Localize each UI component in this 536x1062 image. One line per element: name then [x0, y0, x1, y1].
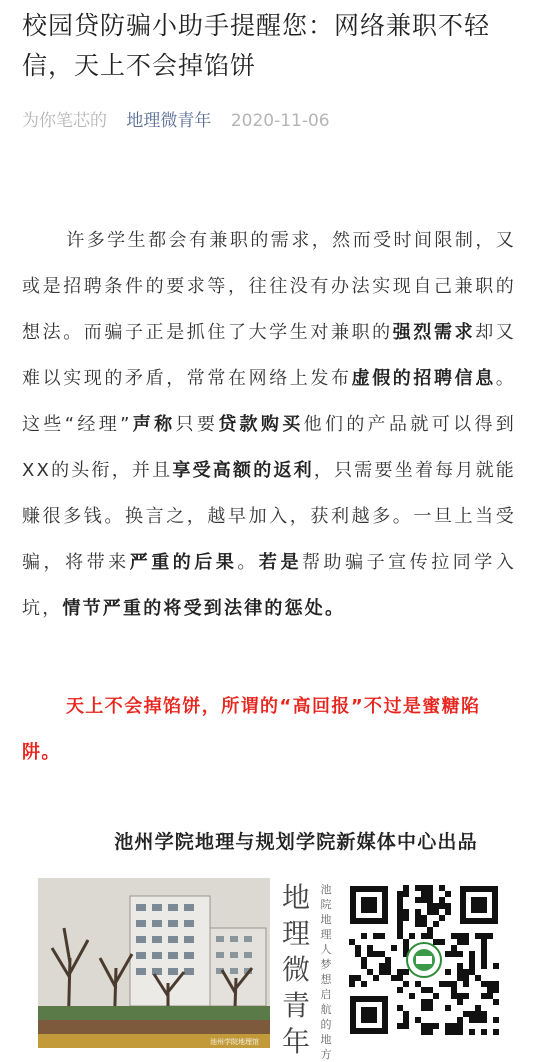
qr-module — [361, 957, 367, 963]
brand-char: 年 — [281, 1025, 310, 1058]
slogan-vertical-text — [318, 882, 334, 1062]
qr-module — [457, 933, 463, 939]
qr-module — [397, 1023, 403, 1029]
qr-module — [445, 981, 451, 987]
qr-module — [469, 963, 475, 969]
qr-module — [475, 1005, 481, 1011]
qr-module — [403, 981, 409, 987]
qr-module — [385, 957, 391, 963]
slogan-char: 人 — [320, 943, 332, 956]
qr-module — [433, 903, 439, 909]
qr-module — [487, 993, 493, 999]
qr-module — [367, 969, 373, 975]
body-text: 只要 — [175, 414, 219, 435]
qr-module — [421, 1005, 427, 1011]
qr-module — [421, 885, 427, 891]
qr-module — [475, 1011, 481, 1017]
qr-module — [421, 999, 427, 1005]
qr-module — [457, 951, 463, 957]
slogan-char: 梦 — [320, 958, 332, 971]
qr-module — [445, 1023, 451, 1029]
qr-module — [481, 1017, 487, 1023]
qr-module — [439, 897, 445, 903]
qr-module — [403, 909, 409, 915]
slogan-char: 的 — [320, 1018, 332, 1031]
qr-module — [415, 981, 421, 987]
article-body-paragraph — [22, 218, 516, 632]
qr-module — [451, 993, 457, 999]
bold-text: 贷款购买 — [218, 414, 304, 435]
qr-module — [403, 885, 409, 891]
qr-module — [397, 969, 403, 975]
qr-module — [427, 885, 433, 891]
qr-module — [415, 885, 421, 891]
author-name: 为你笔芯的 — [22, 111, 107, 131]
qr-module — [493, 999, 499, 1005]
qr-module — [475, 975, 481, 981]
qr-module — [493, 1029, 499, 1035]
qr-module — [445, 1029, 451, 1035]
qr-module — [415, 921, 421, 927]
qr-module — [427, 1029, 433, 1035]
qr-module — [481, 951, 487, 957]
qr-module — [463, 975, 469, 981]
qr-module — [421, 1023, 427, 1029]
qr-module — [469, 1029, 475, 1035]
qr-module — [421, 891, 427, 897]
qr-module — [421, 915, 427, 921]
photo-caption: 池州学院地理馆 — [210, 1039, 259, 1046]
qr-module — [403, 1023, 409, 1029]
qr-module — [493, 987, 499, 993]
qr-module — [481, 933, 487, 939]
qr-module — [445, 969, 451, 975]
slogan-char: 启 — [320, 988, 332, 1001]
bold-text: 情节严重的将受到法律的惩处。 — [62, 598, 346, 619]
slogan-char: 想 — [320, 973, 332, 986]
qr-module — [421, 897, 427, 903]
qr-module — [457, 939, 463, 945]
qr-module — [397, 927, 403, 933]
qr-module — [361, 933, 367, 939]
qr-module — [421, 987, 427, 993]
account-banner — [38, 878, 514, 1061]
qr-module — [433, 921, 439, 927]
qr-module — [403, 969, 409, 975]
bold-text: 严重的后果 — [129, 552, 238, 573]
qr-module — [439, 915, 445, 921]
qr-module — [445, 909, 451, 915]
qr-module — [457, 999, 463, 1005]
qr-module — [481, 939, 487, 945]
qr-module — [463, 1011, 469, 1017]
bold-text: 强烈需求 — [392, 322, 476, 343]
footer-credit: 池州学院地理与规划学院新媒体中心出品 — [114, 831, 478, 853]
qr-module — [487, 933, 493, 939]
qr-module — [445, 903, 451, 909]
qr-module — [469, 1011, 475, 1017]
slogan-char: 地 — [320, 1033, 332, 1046]
qr-module — [469, 1017, 475, 1023]
qr-module — [415, 1017, 421, 1023]
qr-module — [403, 1017, 409, 1023]
qr-module — [481, 1011, 487, 1017]
brand-char: 理 — [281, 917, 310, 950]
qr-module — [385, 969, 391, 975]
brand-char: 微 — [281, 953, 310, 986]
brand-char: 地 — [281, 881, 310, 914]
qr-module — [433, 939, 439, 945]
article-title: 校园贷防骗小助手提醒您：网络兼职不轻信，天上不会掉馅饼 — [22, 11, 491, 80]
campus-photo — [38, 878, 270, 1048]
qr-module — [439, 981, 445, 987]
qr-module — [403, 891, 409, 897]
qr-module — [457, 975, 463, 981]
qr-module — [469, 969, 475, 975]
qr-module — [373, 951, 379, 957]
qr-module — [457, 993, 463, 999]
qr-module — [463, 933, 469, 939]
qr-module — [403, 1011, 409, 1017]
qr-module — [373, 975, 379, 981]
qr-module — [379, 969, 385, 975]
qr-module — [397, 897, 403, 903]
body-text: 他们的产品就可以得到XX的头衔，并且 — [22, 414, 516, 481]
qr-module — [445, 1005, 451, 1011]
qr-module — [433, 993, 439, 999]
qr-module — [421, 921, 427, 927]
qr-module — [415, 897, 421, 903]
qr-module — [457, 1017, 463, 1023]
qr-module — [397, 915, 403, 921]
qr-module — [457, 1029, 463, 1035]
qr-module — [391, 945, 397, 951]
qr-module — [409, 993, 415, 999]
qr-module — [427, 987, 433, 993]
account-link[interactable]: 地理微青年 — [126, 111, 212, 131]
qr-module — [361, 963, 367, 969]
slogan-char: 地 — [320, 913, 332, 926]
qr-module — [367, 945, 373, 951]
qr-module — [469, 957, 475, 963]
publish-date: 2020-11-06 — [230, 111, 330, 131]
qr-module — [427, 933, 433, 939]
qr-module — [427, 927, 433, 933]
qr-module — [427, 909, 433, 915]
qr-module — [397, 891, 403, 897]
qr-module — [427, 1005, 433, 1011]
body-text: ，只需要坐着每月就能赚很多钱。换言之，越早加入，获利越多。一旦上当受骗，将带来 — [22, 460, 517, 573]
body-text: 却又难以实现的矛盾，常常在网络上发布 — [22, 322, 516, 389]
qr-module — [469, 951, 475, 957]
qr-module — [397, 1005, 403, 1011]
qr-module — [397, 975, 403, 981]
qr-module — [457, 963, 463, 969]
qr-module — [379, 963, 385, 969]
qr-module — [415, 909, 421, 915]
qr-module — [481, 957, 487, 963]
qr-module — [451, 981, 457, 987]
bold-text: 享受高额的返利 — [172, 460, 314, 481]
body-text: 。 — [237, 552, 259, 573]
qr-module — [481, 981, 487, 987]
qr-module — [403, 939, 409, 945]
qr-module — [427, 897, 433, 903]
bold-text: 虚假的招聘信息 — [351, 368, 496, 389]
qr-module — [481, 993, 487, 999]
qr-module — [397, 903, 403, 909]
qr-module — [451, 1023, 457, 1029]
qr-module — [439, 903, 445, 909]
brand-char: 青 — [281, 989, 310, 1022]
qr-code-graphic — [346, 882, 502, 1038]
qr-module — [457, 969, 463, 975]
qr-module — [475, 933, 481, 939]
qr-module — [451, 951, 457, 957]
qr-module — [463, 981, 469, 987]
qr-module — [457, 1023, 463, 1029]
qr-module — [427, 999, 433, 1005]
warning-text: 天上不会掉馅饼，所谓的“高回报”不过是蜜糖陷阱。 — [22, 696, 481, 763]
slogan-char: 理 — [320, 928, 332, 941]
qr-module — [451, 1029, 457, 1035]
qr-module — [355, 951, 361, 957]
qr-module — [475, 1017, 481, 1023]
slogan-char: 池 — [320, 883, 332, 896]
slogan-char: 方 — [320, 1048, 332, 1061]
qr-module — [397, 987, 403, 993]
qr-module — [493, 1017, 499, 1023]
qr-module — [349, 981, 355, 987]
qr-module — [403, 915, 409, 921]
qr-module — [421, 1029, 427, 1035]
qr-module — [433, 909, 439, 915]
qr-module — [481, 945, 487, 951]
qr-module — [439, 885, 445, 891]
brand-vertical-text — [278, 880, 314, 1060]
qr-module — [373, 933, 379, 939]
article-meta — [22, 108, 330, 134]
qr-module — [385, 963, 391, 969]
qr-module — [409, 933, 415, 939]
qr-module — [349, 975, 355, 981]
qr-module — [391, 975, 397, 981]
qr-module — [481, 963, 487, 969]
qr-module — [427, 891, 433, 897]
qr-module — [397, 909, 403, 915]
qr-module — [421, 933, 427, 939]
qr-module — [379, 933, 385, 939]
campus-illustration — [38, 878, 270, 1048]
bold-text: 声称 — [131, 414, 176, 435]
qr-module — [451, 933, 457, 939]
qr-module — [361, 981, 367, 987]
qr-module — [427, 903, 433, 909]
qr-module — [493, 963, 499, 969]
qr-code[interactable] — [346, 882, 502, 1038]
qr-module — [451, 945, 457, 951]
qr-module — [367, 951, 373, 957]
slogan-char: 航 — [320, 1003, 332, 1016]
body-text: 。这些“经理” — [22, 368, 516, 435]
qr-module — [439, 939, 445, 945]
qr-module — [415, 915, 421, 921]
qr-module — [445, 951, 451, 957]
slogan-char: 院 — [320, 898, 332, 911]
qr-module — [463, 993, 469, 999]
body-text: 帮助骗子宣传拉同学入坑， — [22, 552, 517, 619]
qr-module — [493, 981, 499, 987]
qr-module — [379, 951, 385, 957]
qr-module — [355, 975, 361, 981]
bold-text: 若是 — [258, 552, 302, 573]
qr-module — [427, 1023, 433, 1029]
qr-module — [481, 1029, 487, 1035]
qr-module — [397, 921, 403, 927]
qr-module — [433, 1023, 439, 1029]
qr-module — [349, 939, 355, 945]
qr-module — [463, 939, 469, 945]
qr-module — [397, 933, 403, 939]
body-text: 许多学生都会有兼职的需求，然而受时间限制，又或是招聘条件的要求等，往往没有办法实现自己兼职的想法。而骗子正是抓住了大学生对兼职的 — [22, 230, 516, 343]
qr-module — [403, 945, 409, 951]
qr-module — [463, 969, 469, 975]
qr-module — [487, 987, 493, 993]
qr-module — [451, 987, 457, 993]
qr-module — [445, 891, 451, 897]
qr-module — [487, 981, 493, 987]
qr-module — [355, 945, 361, 951]
